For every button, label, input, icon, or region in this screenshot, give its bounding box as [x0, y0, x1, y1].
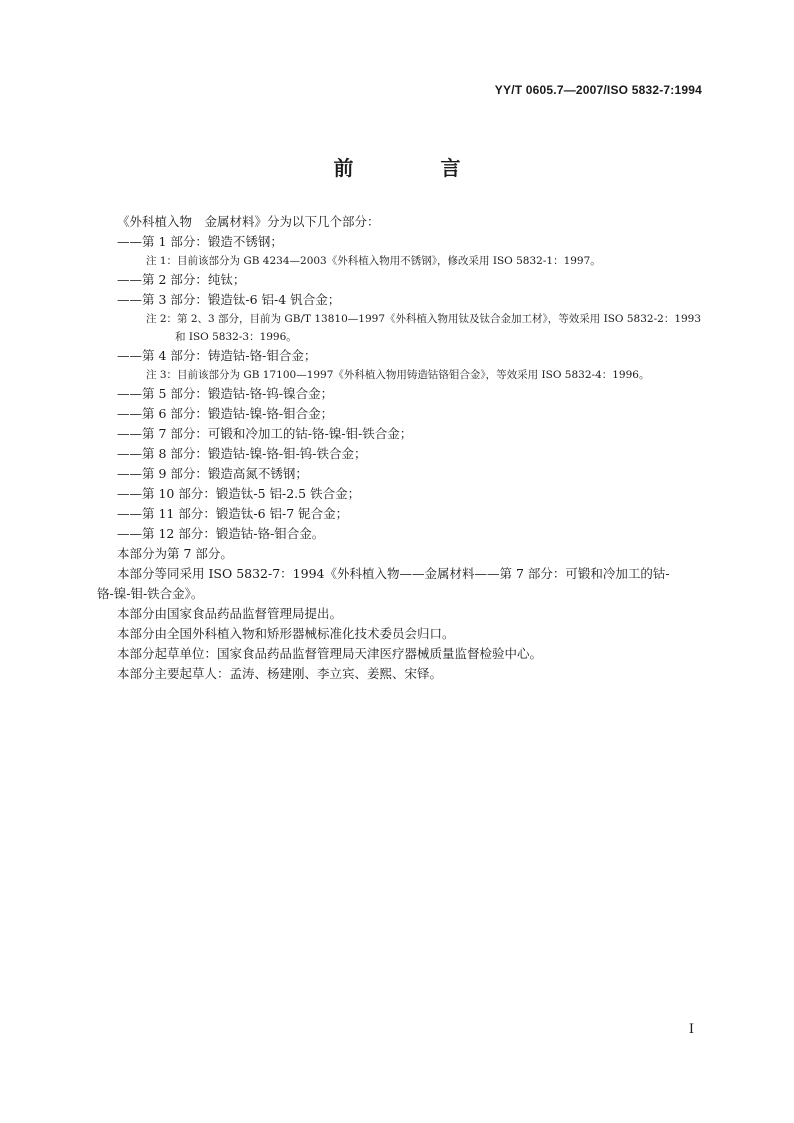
part-item: ——第 3 部分：锻造钛-6 铝-4 钒合金； — [117, 292, 341, 307]
paragraph-adoption: 本部分等同采用 ISO 5832-7：1994《外科植入物——金属材料——第 7 部分：可锻和冷加工的钴- — [117, 566, 670, 581]
part-item: ——第 4 部分：铸造钴-铬-钼合金； — [117, 348, 317, 363]
paragraph-proposer: 本部分由国家食品药品监督管理局提出。 — [117, 606, 343, 621]
note-3: 注 3：目前该部分为 GB 17100—1997《外科植入物用铸造钴铬钼合金》，等效采用 ISO 5832-4：1996。 — [146, 369, 650, 381]
paragraph-drafters: 本部分主要起草人：孟涛、杨建刚、李立宾、姜熙、宋铎。 — [117, 666, 443, 681]
paragraph-adoption-continuation: 铬-镍-钼-铁合金》。 — [97, 586, 204, 601]
note-1: 注 1：目前该部分为 GB 4234—2003《外科植入物用不锈钢》，修改采用 ISO 5832-1：1997。 — [146, 255, 601, 267]
paragraph-drafting-unit: 本部分起草单位：国家食品药品监督管理局天津医疗器械质量监督检验中心。 — [117, 646, 543, 661]
part-item: ——第 7 部分：可锻和冷加工的钴-铬-镍-钼-铁合金； — [117, 426, 413, 441]
part-item: ——第 5 部分：锻造钴-铬-钨-镍合金； — [117, 386, 334, 401]
part-item: ——第 10 部分：锻造钛-5 铝-2.5 铁合金； — [117, 486, 361, 501]
part-item: ——第 1 部分：锻造不锈钢； — [117, 234, 283, 249]
intro-line: 《外科植入物 金属材料》分为以下几个部分： — [117, 214, 380, 229]
page-title: 前 言 — [333, 156, 501, 180]
part-item: ——第 6 部分：锻造钴-镍-铬-钼合金； — [117, 406, 334, 421]
note-2-continuation: 和 ISO 5832-3：1996。 — [175, 331, 297, 343]
page-number: I — [688, 1022, 694, 1037]
part-item: ——第 2 部分：纯钛； — [117, 272, 246, 287]
part-item: ——第 9 部分：锻造高氮不锈钢； — [117, 466, 308, 481]
note-2: 注 2：第 2、3 部分，目前为 GB/T 13810—1997《外科植入物用钛及钛合金加工材》，等效采用 ISO 5832-2：1993 — [146, 313, 702, 325]
standard-number: YY/T 0605.7—2007/ISO 5832-7:1994 — [494, 83, 702, 97]
paragraph-part-number: 本部分为第 7 部分。 — [117, 546, 233, 561]
part-item: ——第 8 部分：锻造钴-镍-铬-钼-钨-铁合金； — [117, 446, 367, 461]
part-item: ——第 12 部分：锻造钴-铬-钼合金。 — [117, 526, 325, 541]
foreword-body — [97, 212, 707, 684]
paragraph-committee: 本部分由全国外科植入物和矫形器械标准化技术委员会归口。 — [117, 626, 455, 641]
part-item: ——第 11 部分：锻造钛-6 铝-7 铌合金； — [117, 506, 349, 521]
